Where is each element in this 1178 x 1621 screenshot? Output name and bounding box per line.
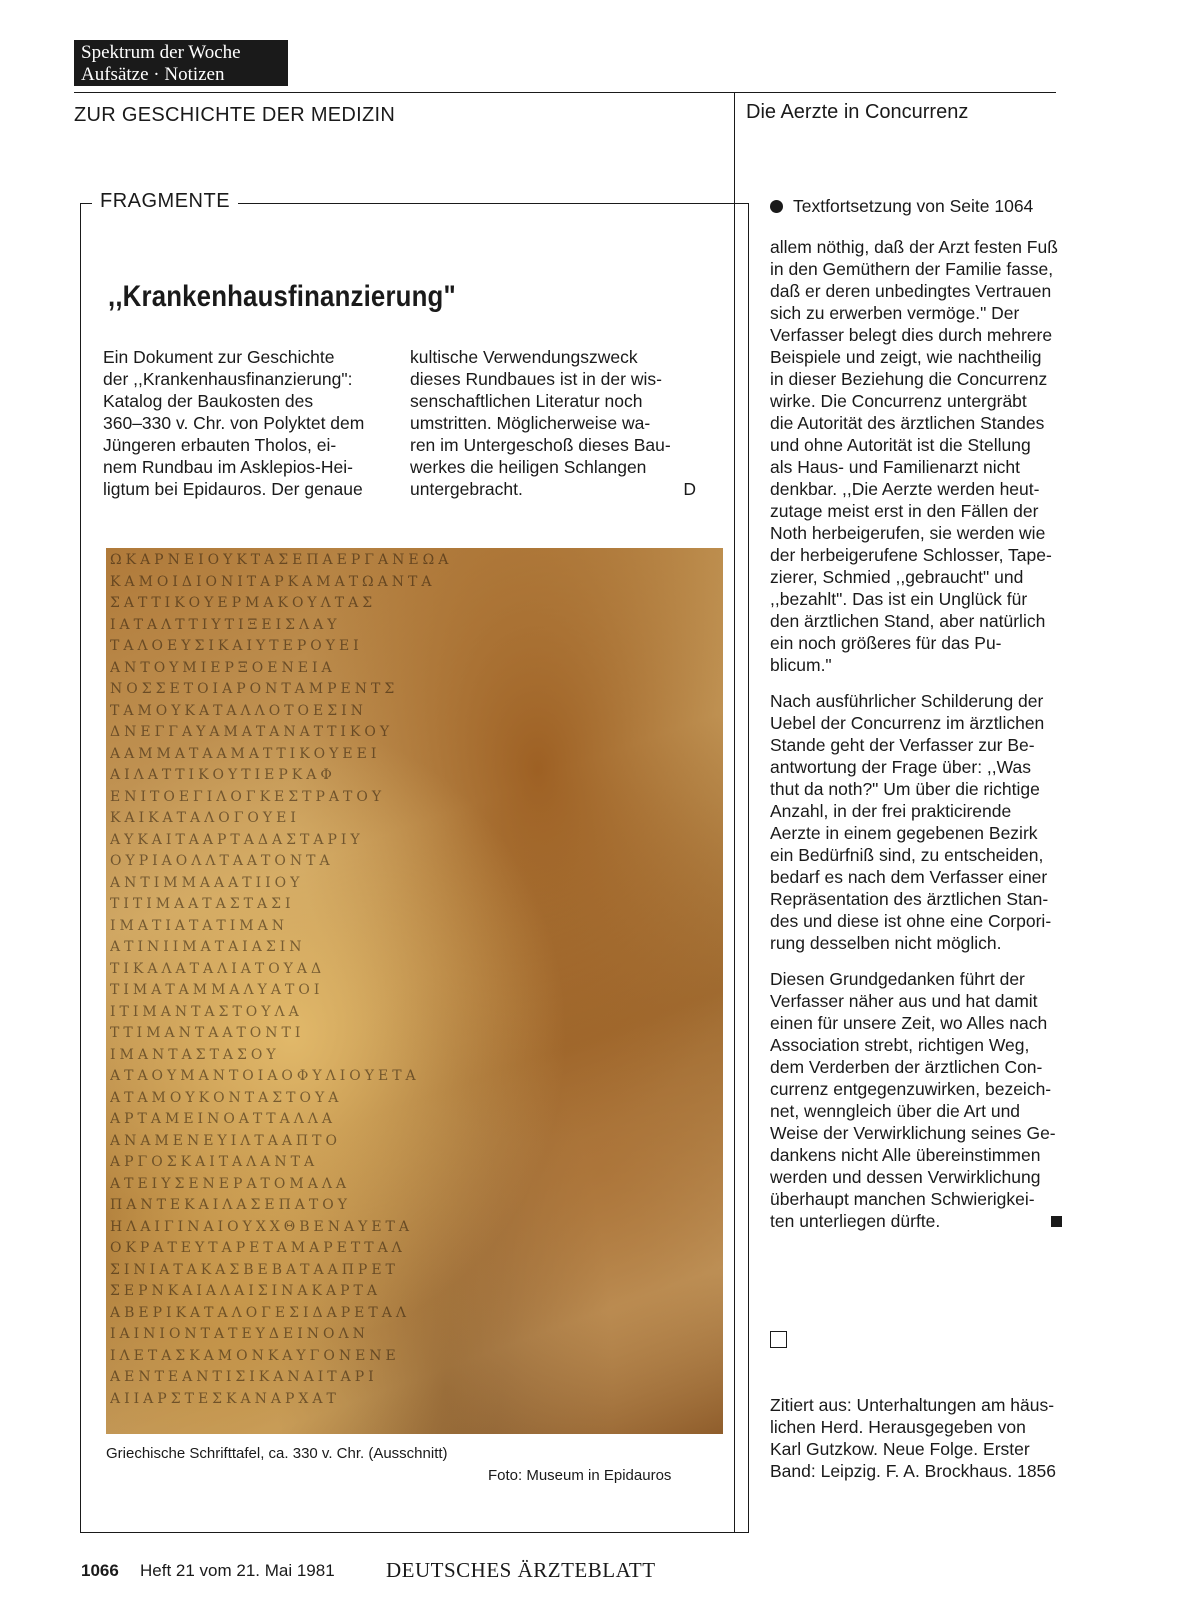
intro-line: der ,,Krankenhausfinanzierung": [103, 369, 353, 389]
right-paragraph-3 [770, 968, 1062, 1232]
inscription-row: ΑΤΕΙΥΣΕΝΕΡΑΤΟΜΑΛΑ [110, 1175, 351, 1192]
inscription-row: ΟΚΡΑΤΕΥΤΑΡΕΤΑΜΑΡΕΤΤΑΛ [110, 1240, 406, 1256]
intro-column-2 [410, 346, 696, 500]
text-line: in den Gemüthern der Familie fasse, [770, 259, 1054, 279]
intro-line: Jüngeren erbauten Tholos, ei- [103, 435, 337, 455]
journal-name: DEUTSCHES ÄRZTEBLATT [386, 1558, 656, 1582]
text-line: zutage meist erst in den Fällen der [770, 501, 1039, 521]
inscription-row: ΣΙΝΙΑΤΑΚΑΣΒΕΒΑΤΑΑΠΡΕΤ [110, 1261, 399, 1278]
top-rule [74, 92, 1056, 93]
inscription-row: ΑΤΑΜΟΥΚΟΝΤΑΣΤΟΥΑ [110, 1089, 343, 1106]
inscription-row: ΚΑΜΟΙΔΙΟΝΙΤΑΡΚΑΜΑΤΩΑΝΤΑ [110, 573, 436, 590]
text-line: Noth herbeigerufen, sie werden wie [770, 523, 1046, 543]
intro-line [410, 478, 696, 500]
text-line: ein Bedürfniß sind, zu entscheiden, [770, 845, 1044, 865]
text-line: Association strebt, richtigen Weg, [770, 1035, 1030, 1055]
inscription-row: ΑΝΑΜΕΝΕΥΙΛΤΑΑΠΤΟ [110, 1132, 341, 1149]
text-line: Aerzte in einem gegebenen Bezirk [770, 823, 1038, 843]
intro-signature: D [683, 479, 696, 499]
inscription-row: ΑΤΙΝΙΙΜΑΤΑΙΑΣΙΝ [110, 939, 306, 955]
inscription-row: ΙΜΑΝΤΑΣΤΑΣΟΥ [110, 1046, 280, 1063]
inscription-row: ΤΙΜΑΤΑΜΜΑΛΥΑΤΟΙ [110, 982, 324, 998]
inscription-row: ΑΡΤΑΜΕΙΝΟΑΤΤΑΛΛΑ [110, 1111, 337, 1127]
text-line: als Haus- und Familienarzt nicht [770, 457, 1020, 477]
text-line: ,,bezahlt". Das ist ein Unglück für [770, 589, 1028, 609]
inscription-row: ΔΝΕΓΓΑΥΑΜΑΤΑΝΑΤΤΙΚΟΥ [110, 724, 394, 740]
page-number: 1066 [81, 1561, 119, 1580]
text-line: wirke. Die Concurrenz untergräbt [770, 391, 1027, 411]
intro-line: werkes die heiligen Schlangen [410, 457, 647, 477]
text-line: Stande geht der Verfasser zur Be- [770, 735, 1035, 755]
inscription-row: ΑΙΛΑΤΤΙΚΟΥΤΙΕΡΚΑΦ [110, 767, 336, 783]
text-line: Beispiele und zeigt, wie nachtheilig [770, 347, 1042, 367]
section-tag-line2: Aufsätze · Notizen [81, 64, 225, 85]
text-line: Nach ausführlicher Schilderung der [770, 691, 1044, 711]
text-line: Verfasser belegt dies durch mehrere [770, 325, 1053, 345]
intro-column-1 [103, 346, 389, 500]
right-paragraph-2 [770, 690, 1062, 954]
intro-line: ligtum bei Epidauros. Der genaue [103, 479, 363, 499]
box-label: FRAGMENTE [92, 190, 238, 213]
text-line: Verfasser näher aus und hat damit [770, 991, 1038, 1011]
inscription-row: ΑΝΤΟΥΜΙΕΡΞΟΕΝΕΙΑ [110, 659, 336, 676]
text-line-end: ten unterliegen dürfte. [770, 1211, 941, 1231]
inscription-row: ΙΤΙΜΑΝΤΑΣΤΟΥΛΑ [110, 1003, 303, 1020]
text-line: daß er deren unbedingtes Vertrauen [770, 281, 1052, 301]
intro-line: 360–330 v. Chr. von Polyktet dem [103, 413, 365, 433]
end-mark-icon [1051, 1216, 1062, 1227]
citation-line: lichen Herd. Herausgegeben von [770, 1417, 1026, 1437]
inscription-row: ΙΜΑΤΙΑΤΑΤΙΜΑΝ [110, 917, 288, 934]
text-line: sich zu erwerben vermöge." Der [770, 303, 1020, 323]
bullet-icon [770, 200, 783, 213]
text-line-last [770, 1210, 1062, 1232]
intro-line: umstritten. Möglicherweise wa- [410, 413, 651, 433]
text-line: ein noch größeres für das Pu- [770, 633, 1002, 653]
text-line: allem nöthig, daß der Arzt festen Fuß [770, 237, 1058, 257]
photo-caption: Griechische Schrifttafel, ca. 330 v. Chr. (Ausschnitt) [106, 1445, 448, 1462]
intro-line: senschaftlichen Literatur noch [410, 391, 643, 411]
text-line: einen für unsere Zeit, wo Alles nach [770, 1013, 1048, 1033]
text-line: dem Verderben der ärztlichen Con- [770, 1057, 1043, 1077]
empty-square-icon [770, 1331, 787, 1348]
inscription-row: ΑΕΝΤΕΑΝΤΙΣΙΚΑΝΑΙΤΑΡΙ [110, 1369, 378, 1385]
text-line: blicum." [770, 655, 832, 675]
intro-line: kultische Verwendungszweck [410, 347, 638, 367]
inscription-row: ΙΛΕΤΑΣΚΑΜΟΝΚΑΥΓΟΝΕΝΕ [110, 1347, 400, 1364]
text-line: rung desselben nicht möglich. [770, 933, 1002, 953]
inscription-row: ΙΑΤΑΛΤΤΙΥΤΙΞΕΙΣΛΑΥ [110, 616, 341, 633]
inscription-row: ΠΑΝΤΕΚΑΙΛΑΣΕΠΑΤΟΥ [110, 1197, 351, 1213]
text-line: Repräsentation des ärztlichen Stan- [770, 889, 1049, 909]
continuation-text: Textfortsetzung von Seite 1064 [793, 196, 1034, 216]
text-line: Weise der Verwirklichung seines Ge- [770, 1123, 1056, 1143]
text-line: bedarf es nach dem Verfasser einer [770, 867, 1048, 887]
inscription-row: ΕΝΙΤΟΕΓΙΛΟΓΚΕΣΤΡΑΤΟΥ [110, 788, 386, 805]
inscription-row: ΤΑΜΟΥΚΑΤΑΛΛΟΤΟΕΣΙΝ [110, 702, 367, 719]
right-paragraph-1 [770, 236, 1062, 676]
inscription-row: ΙΑΙΝΙΟΝΤΑΤΕΥΔΕΙΝΟΛΝ [110, 1326, 369, 1342]
inscription-row: ΩΚΑΡΝΕΙΟΥΚΤΑΣΕΠΑΕΡΓΑΝΕΩΑ [110, 552, 453, 568]
text-line: antwortung der Frage über: ,,Was [770, 757, 1032, 777]
intro-line: Katalog der Baukosten des [103, 391, 314, 411]
intro-line: nem Rundbau im Asklepios-Hei- [103, 457, 353, 477]
rubric-left: ZUR GESCHICHTE DER MEDIZIN [74, 104, 396, 126]
citation-line: Band: Leipzig. F. A. Brockhaus. 1856 [770, 1461, 1057, 1481]
text-line: in dieser Beziehung die Concurrenz [770, 369, 1048, 389]
inscription-row: ΣΕΡΝΚΑΙΑΛΑΙΣΙΝΑΚΑΡΤΑ [110, 1283, 381, 1299]
inscription-row: ΤΑΛΟΕΥΣΙΚΑΙΥΤΕΡΟΥΕΙ [110, 638, 363, 654]
issue-info: Heft 21 vom 21. Mai 1981 [140, 1561, 335, 1580]
inscription-row: ΑΝΤΙΜΜΑΑΑΤΙΙΟΥ [110, 874, 304, 891]
inscription-row: ΤΙΚΑΛΑΤΑΛΙΑΤΟΥΑΔ [110, 960, 326, 977]
inscription-row: ΤΙΤΙΜΑΑΤΑΣΤΑΣΙ [110, 896, 295, 912]
section-tag [74, 40, 288, 86]
text-line: die Autorität des ärztlichen Standes [770, 413, 1045, 433]
citation-line: Zitiert aus: Unterhaltungen am häus- [770, 1395, 1055, 1415]
inscription-row: ΣΑΤΤΙΚΟΥΕΡΜΑΚΟΥΛΤΑΣ [110, 595, 377, 611]
text-line: den ärztlichen Stand, aber natürlich [770, 611, 1046, 631]
inscription-row: ΝΟΣΣΕΤΟΙΑΡΟΝΤΑΜΡΕΝΤΣ [110, 681, 399, 697]
rubric-right: Die Aerzte in Concurrenz [746, 101, 969, 123]
inscription-row: ΑΒΕΡΙΚΑΤΑΛΟΓΕΣΙΔΑΡΕΤΑΛ [110, 1304, 410, 1321]
text-line: Diesen Grundgedanken führt der [770, 969, 1025, 989]
inscription-row: ΑΡΓΟΣΚΑΙΤΑΛΑΝΤΑ [110, 1154, 319, 1170]
inscription-row: ΤΤΙΜΑΝΤΑΑΤΟΝΤΙ [110, 1025, 305, 1041]
text-line: Anzahl, in der frei prakticirende [770, 801, 1012, 821]
intro-line: ren im Untergeschoß dieses Bau- [410, 435, 671, 455]
intro-line: dieses Rundbaues ist in der wis- [410, 369, 662, 389]
inscription-row: ΗΛΑΙΓΙΝΑΙΟΥΧΧΘΒΕΝΑΥΕΤΑ [110, 1218, 414, 1235]
text-line: currenz entgegenzuwirken, bezeich- [770, 1079, 1052, 1099]
inscription-row: ΟΥΡΙΑΟΛΛΤΑΑΤΟΝΤΑ [110, 853, 334, 869]
text-line: überhaupt manchen Schwierigkei- [770, 1189, 1035, 1209]
text-line: werden und dessen Verwirklichung [770, 1167, 1041, 1187]
continuation-note [770, 196, 1033, 217]
text-line: thut da noth?" Um über die richtige [770, 779, 1040, 799]
section-tag-line1: Spektrum der Woche [81, 42, 241, 63]
photo-credit: Foto: Museum in Epidauros [488, 1467, 672, 1484]
citation [770, 1394, 1062, 1482]
inscription-photo [106, 548, 723, 1434]
citation-line: Karl Gutzkow. Neue Folge. Erster [770, 1439, 1030, 1459]
text-line: Uebel der Concurrenz im ärztlichen [770, 713, 1045, 733]
inscription-row: ΑΥΚΑΙΤΑΑΡΤΑΔΑΣΤΑΡΙΥ [110, 831, 364, 848]
inscription-row: ΑΑΜΜΑΤΑΑΜΑΤΤΙΚΟΥΕΕΙ [110, 745, 381, 762]
text-line: dankens nicht Alle übereinstimmen [770, 1145, 1041, 1165]
text-line: denkbar. ,,Die Aerzte werden heut- [770, 479, 1040, 499]
inscription-row: ΚΑΙΚΑΤΑΛΟΓΟΥΕΙ [110, 810, 300, 826]
text-line: net, wenngleich über die Art und [770, 1101, 1021, 1121]
text-line: des und diese ist ohne eine Corpori- [770, 911, 1052, 931]
text-line: zierer, Schmied ,,gebraucht" und [770, 567, 1024, 587]
inscription-row: ΑΙΙΑΡΣΤΕΣΚΑΝΑΡΧΑΤ [110, 1390, 340, 1407]
text-line: der herbeigerufene Schlosser, Tape- [770, 545, 1052, 565]
intro-line: Ein Dokument zur Geschichte [103, 347, 335, 367]
inscription-row: ΑΤΑΟΥΜΑΝΤΟΙΑΟΦΥΛΙΟΥΕΤΑ [110, 1068, 420, 1084]
headline: ,,Krankenhausfinanzierung" [108, 280, 456, 313]
text-line: und ohne Autorität ist die Stellung [770, 435, 1031, 455]
intro-last-line: untergebracht. [410, 479, 523, 499]
